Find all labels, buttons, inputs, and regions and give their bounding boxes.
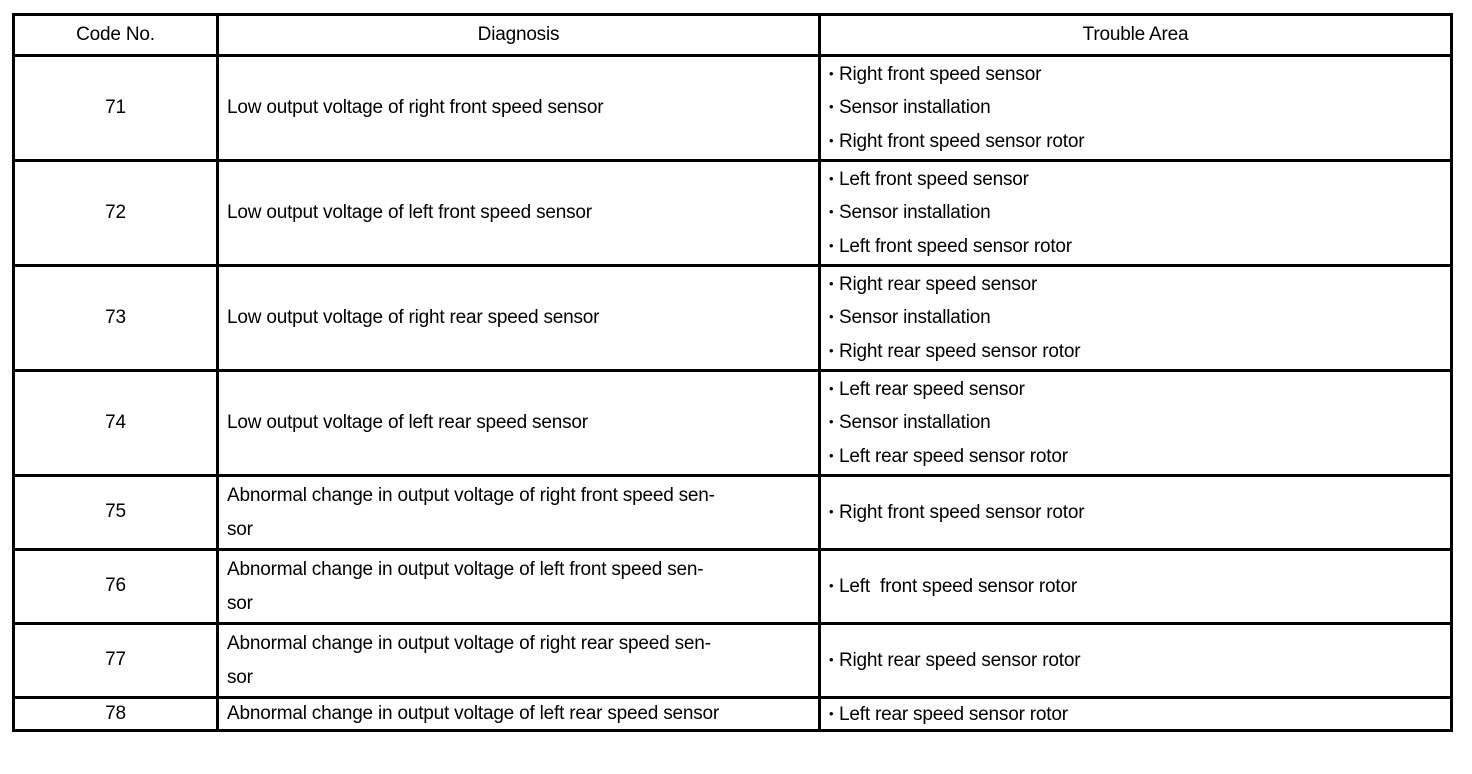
bullet-icon: • (829, 447, 834, 463)
code-cell: 73 (14, 266, 218, 371)
table-row (14, 266, 1452, 371)
trouble-area-text: Left front speed sensor (839, 168, 1029, 190)
bullet-icon: • (829, 503, 834, 519)
table-row (14, 476, 1452, 550)
bullet-icon: • (829, 99, 834, 115)
list-item (829, 196, 1442, 230)
trouble-area-cell (820, 371, 1452, 476)
diagnostic-code-table (12, 13, 1453, 732)
trouble-area-text: Right rear speed sensor rotor (839, 649, 1081, 671)
trouble-area-cell (820, 476, 1452, 550)
trouble-area-text: Left rear speed sensor rotor (839, 445, 1068, 467)
diagnosis-cell (218, 476, 820, 550)
code-cell: 78 (14, 698, 218, 731)
trouble-area-text: Left rear speed sensor (839, 378, 1025, 400)
diagnosis-text: Low output voltage of left front speed sensor (227, 202, 592, 223)
list-item (829, 91, 1442, 125)
trouble-area-cell (820, 161, 1452, 266)
list-item (829, 644, 1442, 678)
list-item (829, 570, 1442, 604)
bullet-icon: • (829, 577, 834, 593)
header-diagnosis: Diagnosis (218, 15, 820, 56)
list-item (829, 700, 1442, 729)
diagnosis-line: Abnormal change in output voltage of left front speed sen- (227, 558, 704, 580)
diagnosis-cell (218, 266, 820, 371)
diagnosis-text: Low output voltage of left rear speed sensor (227, 412, 588, 433)
diagnosis-line: sor (227, 666, 253, 688)
trouble-area-text: Left rear speed sensor rotor (839, 703, 1068, 725)
trouble-area-text: Left front speed sensor rotor (839, 235, 1072, 257)
code-cell: 74 (14, 371, 218, 476)
bullet-icon: • (829, 414, 834, 430)
trouble-area-list (829, 58, 1442, 159)
bullet-icon: • (829, 132, 834, 148)
trouble-area-text: Left front speed sensor rotor (839, 575, 1077, 597)
diagnosis-line: sor (227, 592, 253, 614)
diagnosis-text: Low output voltage of right rear speed sensor (227, 307, 600, 328)
diagnosis-cell (218, 624, 820, 698)
trouble-area-text: Right front speed sensor rotor (839, 501, 1085, 523)
diagnosis-line: Abnormal change in output voltage of right front speed sen- (227, 484, 715, 506)
header-row (14, 15, 1452, 56)
table-row (14, 550, 1452, 624)
list-item (829, 163, 1442, 197)
trouble-area-text: Sensor installation (839, 202, 991, 224)
trouble-area-list (829, 644, 1442, 678)
code-cell: 76 (14, 550, 218, 624)
trouble-area-list (829, 163, 1442, 264)
trouble-area-text: Sensor installation (839, 97, 991, 119)
trouble-area-text: Sensor installation (839, 412, 991, 434)
trouble-area-text: Right front speed sensor rotor (839, 130, 1085, 152)
diagnosis-cell (218, 371, 820, 476)
trouble-area-cell (820, 550, 1452, 624)
list-item (829, 230, 1442, 264)
trouble-area-text: Right rear speed sensor (839, 273, 1038, 295)
list-item (829, 125, 1442, 159)
table-row (14, 161, 1452, 266)
trouble-area-cell (820, 624, 1452, 698)
bullet-icon: • (829, 705, 834, 721)
list-item (829, 58, 1442, 92)
diagnosis-cell (218, 550, 820, 624)
trouble-area-list (829, 700, 1442, 729)
trouble-area-list (829, 570, 1442, 604)
bullet-icon: • (829, 275, 834, 291)
trouble-area-list (829, 268, 1442, 369)
trouble-area-text: Right rear speed sensor rotor (839, 340, 1081, 362)
list-item (829, 406, 1442, 440)
diagnosis-text: Abnormal change in output voltage of left rear speed sensor (227, 703, 720, 724)
trouble-area-cell (820, 698, 1452, 731)
diagnosis-line: Abnormal change in output voltage of right rear speed sen- (227, 632, 711, 654)
header-trouble-area: Trouble Area (820, 15, 1452, 56)
list-item (829, 301, 1442, 335)
diagnosis-cell (218, 698, 820, 731)
code-cell: 71 (14, 56, 218, 161)
trouble-area-list (829, 496, 1442, 530)
bullet-icon: • (829, 237, 834, 253)
trouble-area-cell (820, 266, 1452, 371)
list-item (829, 335, 1442, 369)
list-item (829, 496, 1442, 530)
list-item (829, 440, 1442, 474)
trouble-area-list (829, 373, 1442, 474)
diagnosis-cell (218, 161, 820, 266)
bullet-icon: • (829, 342, 834, 358)
bullet-icon: • (829, 204, 834, 220)
bullet-icon: • (829, 65, 834, 81)
diagnosis-line: sor (227, 518, 253, 540)
code-cell: 72 (14, 161, 218, 266)
bullet-icon: • (829, 309, 834, 325)
bullet-icon: • (829, 380, 834, 396)
trouble-area-text: Right front speed sensor (839, 63, 1042, 85)
table-row (14, 698, 1452, 731)
list-item (829, 268, 1442, 302)
table-row (14, 371, 1452, 476)
header-code: Code No. (14, 15, 218, 56)
bullet-icon: • (829, 170, 834, 186)
diagnosis-cell (218, 56, 820, 161)
table-row (14, 56, 1452, 161)
trouble-area-cell (820, 56, 1452, 161)
code-cell: 77 (14, 624, 218, 698)
table-row (14, 624, 1452, 698)
code-cell: 75 (14, 476, 218, 550)
diagnosis-text: Low output voltage of right front speed sensor (227, 97, 604, 118)
list-item (829, 373, 1442, 407)
trouble-area-text: Sensor installation (839, 307, 991, 329)
bullet-icon: • (829, 651, 834, 667)
